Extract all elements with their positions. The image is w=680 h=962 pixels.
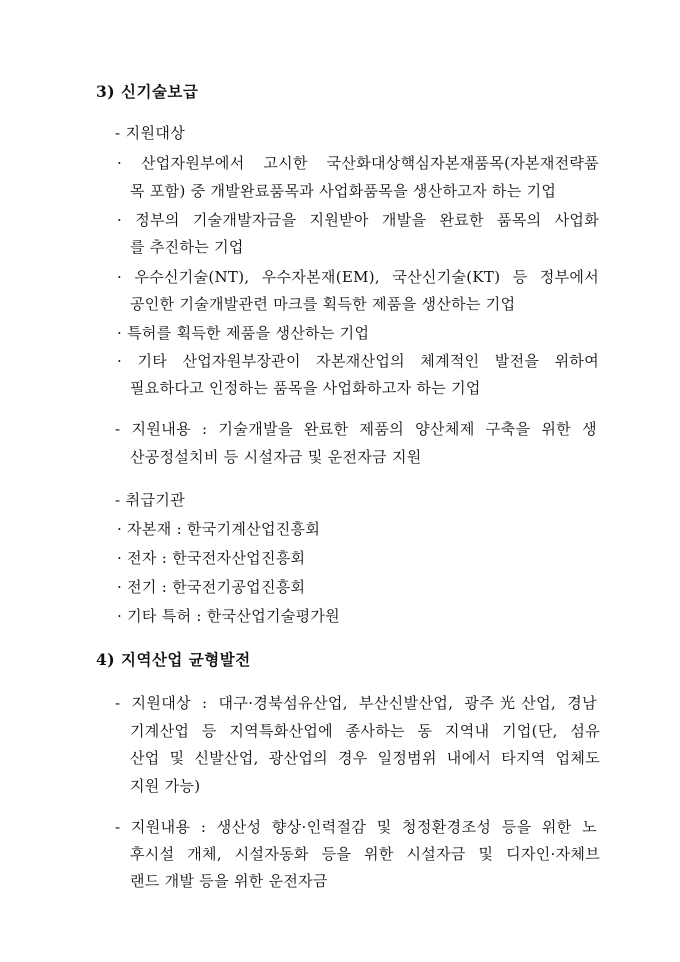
section-3-content-line-1: - 지원내용 : 기술개발을 완료한 제품의 양산체제 구축을 위한 생 [115,420,597,438]
section-4-content-line-1: - 지원내용 : 생산성 향상·인력절감 및 청정환경조성 등을 위한 노 [115,818,597,836]
target-item-5-line-2: 필요하다고 인정하는 품목을 사업화하고자 하는 기업 [130,379,481,397]
section-4-content-line-3: 랜드 개발 등을 위한 운전자금 [130,872,328,890]
section-4-content-line-2: 후시설 개체, 시설자동화 등을 위한 시설자금 및 디자인·자체브 [130,845,600,863]
section-4-target-line-1: - 지원대상 : 대구·경북섬유산업, 부산신발산업, 광주光산업, 경남 [115,694,597,712]
section-4-target-line-2: 기계산업 등 지역특화산업에 종사하는 동 지역내 기업(단, 섬유 [130,722,600,740]
target-item-5-line-1: · 기타 산업자원부장관이 자본재산업의 체계적인 발전을 위하여 [117,352,599,370]
agency-item-1: · 자본재 : 한국기계산업진흥회 [117,520,321,538]
section-3-content-line-2: 산공정설치비 등 시설자금 및 운전자금 지원 [130,448,422,466]
target-item-2-line-1: · 정부의 기술개발자금을 지원받아 개발을 완료한 품목의 사업화 [117,211,599,229]
agency-item-4: · 기타 특허 : 한국산업기술평가원 [117,607,340,625]
section-3-target-label: - 지원대상 [115,124,186,142]
target-item-3-line-1: · 우수신기술(NT), 우수자본재(EM), 국산신기술(KT) 등 정부에서 [117,268,599,286]
target-item-4-line-1: · 특허를 획득한 제품을 생산하는 기업 [117,324,370,342]
target-item-1-line-1: · 산업자원부에서 고시한 국산화대상핵심자본재품목(자본재전략품 [117,154,599,172]
section-3-agency-label: - 취급기관 [115,491,186,509]
section-3-heading: 3) 신기술보급 [96,82,199,101]
agency-item-3: · 전기 : 한국전기공업진흥회 [117,578,306,596]
target-item-2-line-2: 를 추진하는 기업 [130,238,244,256]
section-4-heading: 4) 지역산업 균형발전 [96,650,251,669]
target-item-1-line-2: 목 포함) 중 개발완료품목과 사업화품목을 생산하고자 하는 기업 [130,182,557,200]
section-4-target-line-3: 산업 및 신발산업, 광산업의 경우 일정범위 내에서 타지역 업체도 [130,749,600,767]
agency-item-2: · 전자 : 한국전자산업진흥회 [117,549,306,567]
target-item-3-line-2: 공인한 기술개발관련 마크를 획득한 제품을 생산하는 기업 [130,295,516,313]
section-4-target-line-4: 지원 가능) [130,777,201,795]
